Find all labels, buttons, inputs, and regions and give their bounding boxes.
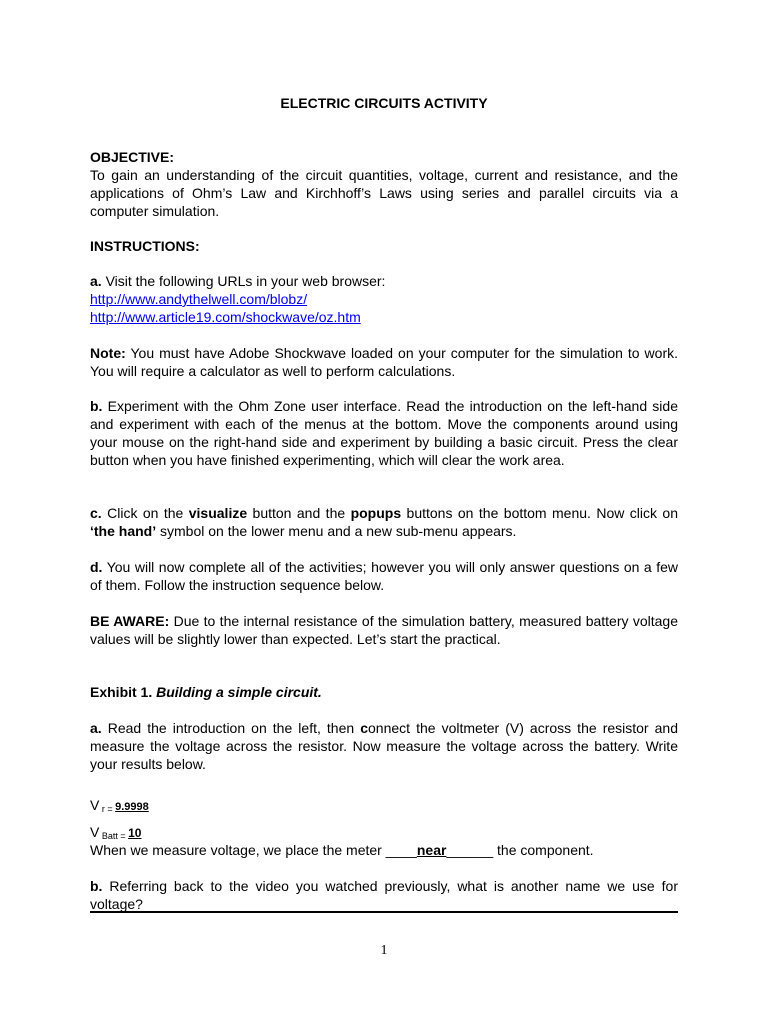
instructions-heading (90, 237, 678, 255)
note-label: Note: (90, 345, 126, 361)
instruction-d-label: d. (90, 559, 103, 575)
meter-answer: near (416, 842, 447, 858)
instruction-c-text-4: symbol on the lower menu and a new sub-menu appears. (156, 523, 517, 539)
instruction-c (90, 504, 678, 540)
vr-value: 9.9998 (115, 801, 149, 813)
instruction-c-text-1: Click on the (101, 505, 189, 521)
exhibit-1-question-a (90, 719, 678, 773)
instruction-b-label: b. (90, 398, 103, 414)
exhibit-1-title: Building a simple circuit. (156, 684, 322, 700)
vr-subscript: r = (99, 804, 116, 814)
objective-text: To gain an understanding of the circuit quantities, voltage, current and resistance, and the applications of Ohm’s Law and Kirchhoff’s Laws using series and parallel circuits via a computer simulation. (90, 167, 678, 219)
exhibit-1-a-text-1: Read the introduction on the left, then (101, 720, 361, 736)
note-paragraph (90, 344, 678, 380)
exhibit-1-a-label: a. (90, 720, 102, 736)
meter-placement-sentence (90, 841, 678, 859)
instruction-c-text-3: buttons on the bottom menu. Now click on (401, 505, 678, 521)
instruction-b (90, 397, 678, 469)
visualize-term: visualize (188, 505, 248, 521)
note-text: You must have Adobe Shockwave loaded on your computer for the simulation to work. You will require a calculator as well to perform calculations. (90, 345, 678, 379)
instruction-c-label: c. (90, 505, 102, 521)
instructions-heading-text: INSTRUCTIONS: (90, 238, 200, 254)
instruction-a-text: Visit the following URLs in your web browser: (101, 273, 386, 289)
exhibit-1-question-b (90, 877, 678, 913)
answer-line (90, 911, 678, 913)
instruction-b-text: Experiment with the Ohm Zone user interface. Read the introduction on the left-hand side and experiment with each of the menus at the bottom. Move the components around using your mouse on the right-hand side and experiment by building a basic circuit. Press the clear button when you have finished experimenting, which will clear the work area. (90, 398, 678, 468)
exhibit-1-b-label: b. (90, 878, 103, 894)
page-number: 1 (380, 943, 388, 958)
exhibit-1-a-text-2: onnect the voltmeter (V) across the resistor and measure the voltage across the resistor. Now measure the voltage across the battery. Write your results below. (90, 720, 678, 772)
vbatt-value: 10 (128, 826, 142, 840)
instruction-c-text-2: button and the (247, 505, 351, 521)
objective-heading-text: OBJECTIVE: (90, 149, 175, 165)
exhibit-1-a-bold-c: c (360, 720, 368, 736)
meter-text-2: ______ the component. (446, 842, 594, 858)
popups-term: popups (350, 505, 402, 521)
meter-text-1: When we measure voltage, we place the meter ____ (90, 842, 417, 858)
be-aware-label: BE AWARE: (90, 613, 170, 629)
exhibit-1-heading (90, 683, 678, 701)
be-aware-text: Due to the internal resistance of the simulation battery, measured battery voltage values will be slightly lower than expected. Let’s start the practical. (90, 613, 678, 647)
be-aware-paragraph (90, 612, 678, 648)
url-link-ohm-zone[interactable]: http://www.article19.com/shockwave/oz.htm (90, 309, 361, 325)
exhibit-1-label: Exhibit 1. (90, 684, 153, 700)
instruction-d-text: You will now complete all of the activities; however you will only answer questions on a few of them. Follow the instruction sequence below. (90, 559, 678, 593)
instruction-a-label: a. (90, 273, 102, 289)
vbatt-symbol: V (90, 824, 100, 840)
page-title: ELECTRIC CIRCUITS ACTIVITY (280, 95, 488, 111)
resistor-voltage-answer (90, 796, 678, 818)
the-hand-term: ‘the hand’ (90, 523, 157, 539)
instruction-a (90, 272, 678, 326)
vr-symbol: V (90, 797, 100, 813)
url-link-blobz[interactable]: http://www.andythelwell.com/blobz/ (90, 291, 308, 307)
objective-heading (90, 148, 678, 166)
exhibit-1-b-text: Referring back to the video you watched previously, what is another name we use for voltage? (90, 878, 678, 912)
vbatt-subscript: Batt = (99, 831, 129, 841)
instruction-d (90, 558, 678, 594)
